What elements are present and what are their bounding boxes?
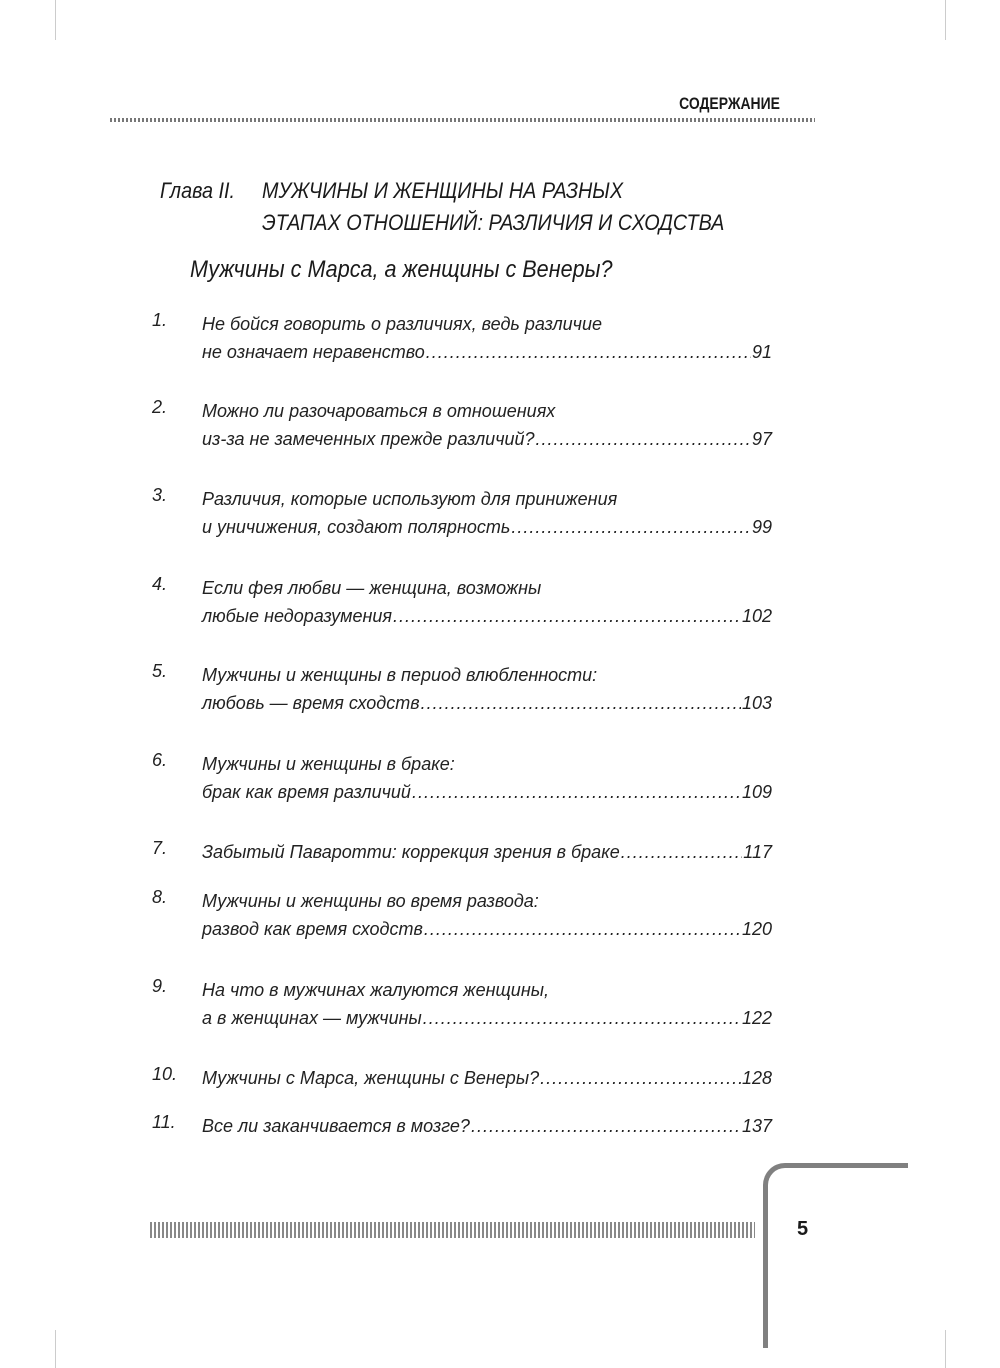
chapter-label: Глава II. bbox=[160, 178, 235, 203]
entry-number: 8. bbox=[152, 887, 168, 907]
page-number: 5 bbox=[797, 1218, 809, 1240]
chapter-title-line1: МУЖЧИНЫ И ЖЕНЩИНЫ НА РАЗНЫХ bbox=[262, 178, 624, 203]
leader-dots bbox=[412, 778, 741, 806]
entry-title-line2: брак как время различий bbox=[202, 782, 411, 802]
leader-dots bbox=[471, 1112, 741, 1140]
entry-page: 120 bbox=[741, 919, 772, 939]
entry-page: 109 bbox=[741, 782, 772, 802]
page-corner-bracket bbox=[763, 1163, 908, 1348]
entry-title-line1: На что в мужчинах жалуются женщины, bbox=[202, 980, 549, 1000]
entry-title-line1: Мужчины с Марса, женщины с Венеры? bbox=[202, 1068, 540, 1088]
toc-entry[interactable] bbox=[152, 574, 772, 630]
entry-page: 102 bbox=[741, 606, 772, 626]
entry-page: 128 bbox=[741, 1068, 772, 1088]
toc-entry[interactable] bbox=[152, 1064, 772, 1092]
entry-title-line1: Не бойся говорить о различиях, ведь различие bbox=[202, 314, 602, 334]
entry-title-line2: а в женщинах — мужчины bbox=[202, 1008, 422, 1028]
leader-dots bbox=[621, 838, 743, 866]
entry-page: 97 bbox=[751, 429, 772, 449]
entry-title-line1: Мужчины и женщины в браке: bbox=[202, 754, 455, 774]
toc-entry[interactable] bbox=[152, 397, 772, 453]
entry-title-line2: не означает неравенство bbox=[202, 342, 425, 362]
toc-entry[interactable] bbox=[152, 976, 772, 1032]
entry-title-line1: Все ли заканчивается в мозге? bbox=[202, 1116, 470, 1136]
entry-number: 1. bbox=[152, 310, 168, 330]
leader-dots bbox=[423, 1004, 741, 1032]
entry-page: 99 bbox=[751, 517, 772, 537]
entry-title-line2: из-за не замеченных прежде различий? bbox=[202, 429, 535, 449]
leader-dots bbox=[511, 513, 751, 541]
entry-title-line2: развод как время сходств bbox=[202, 919, 423, 939]
entry-title-line2: любовь — время сходств bbox=[202, 693, 420, 713]
crop-mark bbox=[55, 1330, 56, 1368]
chapter-subtitle: Мужчины с Марса, а женщины с Венеры? bbox=[190, 256, 613, 283]
leader-dots bbox=[426, 338, 751, 366]
entry-page: 117 bbox=[743, 842, 772, 862]
entry-number: 9. bbox=[152, 976, 168, 996]
entry-title-line1: Забытый Паваротти: коррекция зрения в браке bbox=[202, 842, 620, 862]
entry-title-line1: Различия, которые используют для принижения bbox=[202, 489, 618, 509]
entry-page: 103 bbox=[741, 693, 772, 713]
crop-mark bbox=[945, 1330, 946, 1368]
running-head: СОДЕРЖАНИЕ bbox=[679, 94, 780, 113]
toc-entry[interactable] bbox=[152, 661, 772, 717]
entry-number: 5. bbox=[152, 661, 168, 681]
entry-title-line1: Мужчины и женщины в период влюбленности: bbox=[202, 665, 598, 685]
entry-page: 137 bbox=[741, 1116, 772, 1136]
leader-dots bbox=[393, 602, 741, 630]
leader-dots bbox=[536, 425, 751, 453]
entry-number: 3. bbox=[152, 485, 168, 505]
crop-mark bbox=[55, 0, 56, 40]
footer-stripe-rule bbox=[150, 1222, 755, 1238]
toc-entry[interactable] bbox=[152, 1112, 772, 1140]
leader-dots bbox=[540, 1064, 741, 1092]
crop-mark bbox=[945, 0, 946, 40]
entry-number: 4. bbox=[152, 574, 168, 594]
header-dotted-rule bbox=[110, 118, 815, 122]
entry-title-line2: и уничижения, создают полярность bbox=[202, 517, 511, 537]
entry-number: 2. bbox=[152, 397, 168, 417]
leader-dots bbox=[421, 689, 741, 717]
chapter-title-line2: ЭТАПАХ ОТНОШЕНИЙ: РАЗЛИЧИЯ И СХОДСТВА bbox=[262, 210, 725, 235]
leader-dots bbox=[424, 915, 741, 943]
toc-entry[interactable] bbox=[152, 838, 772, 866]
entry-number: 6. bbox=[152, 750, 168, 770]
entry-page: 91 bbox=[751, 342, 772, 362]
entry-number: 7. bbox=[152, 838, 168, 858]
toc-entry[interactable] bbox=[152, 485, 772, 541]
entry-title-line2: любые недоразумения bbox=[202, 606, 393, 626]
entry-number: 10. bbox=[152, 1064, 178, 1084]
entry-title-line1: Если фея любви — женщина, возможны bbox=[202, 578, 542, 598]
toc-entry[interactable] bbox=[152, 750, 772, 806]
entry-page: 122 bbox=[741, 1008, 772, 1028]
entry-number: 11. bbox=[152, 1112, 176, 1132]
toc-entry[interactable] bbox=[152, 887, 772, 943]
toc-entry[interactable] bbox=[152, 310, 772, 366]
entry-title-line1: Можно ли разочароваться в отношениях bbox=[202, 401, 556, 421]
entry-title-line1: Мужчины и женщины во время развода: bbox=[202, 891, 539, 911]
